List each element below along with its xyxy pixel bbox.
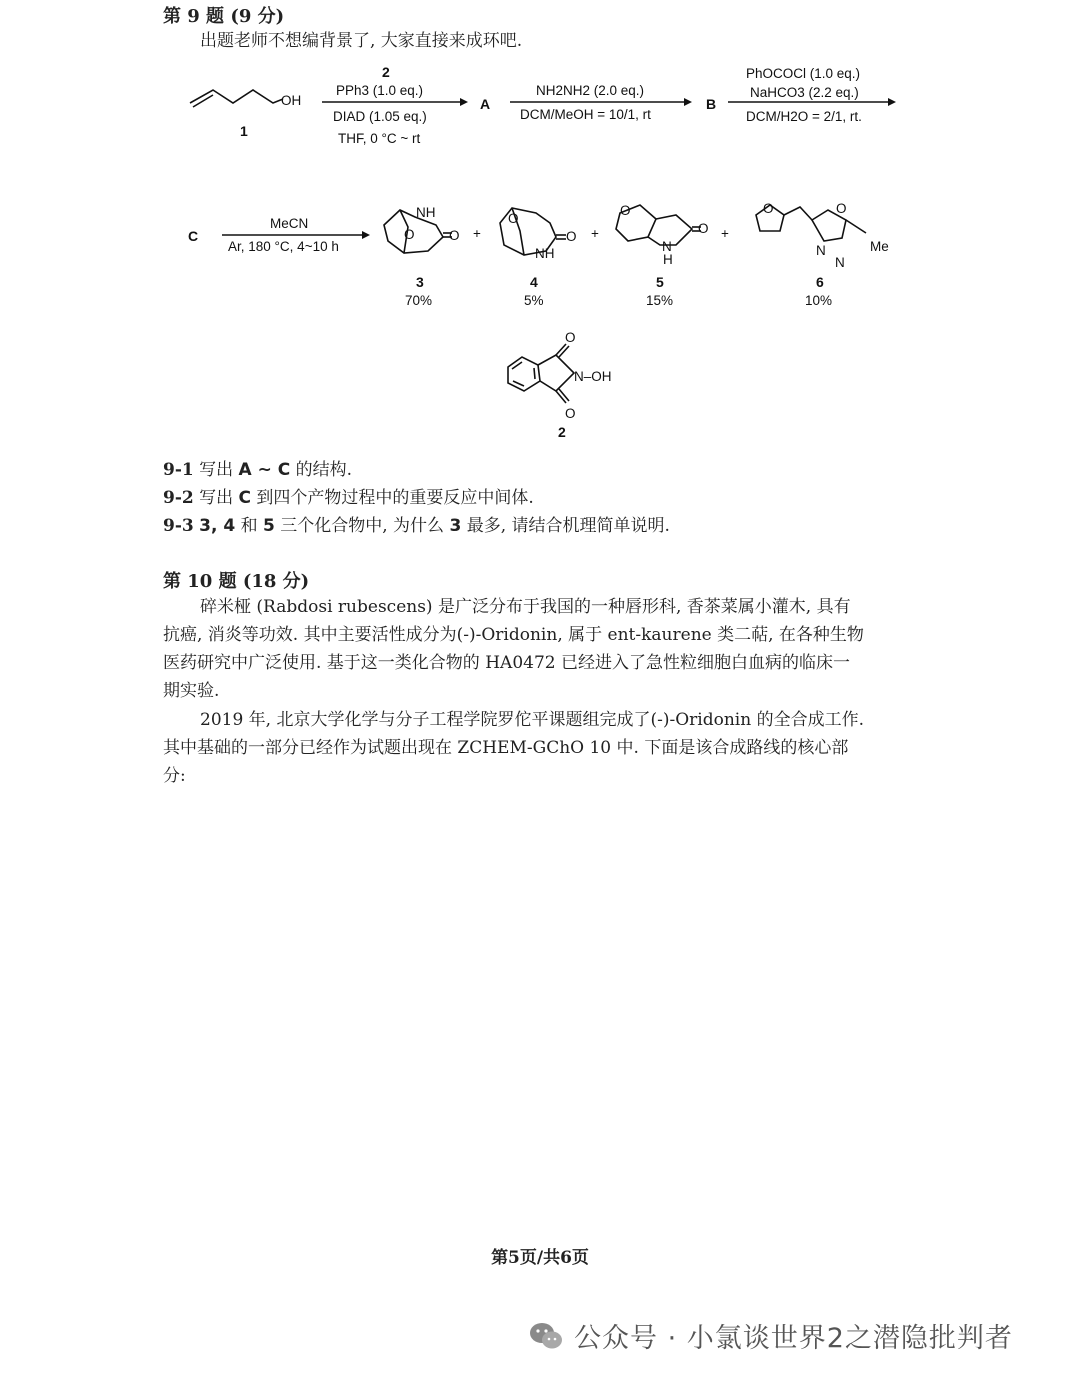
product-5-n: N (662, 239, 672, 254)
step2-arrow (510, 83, 692, 122)
product-4-structure (500, 208, 577, 261)
page-number: 第5页/共6页 (491, 1248, 589, 1268)
compound-1-number: 1 (240, 123, 248, 139)
product-6-n1: N (816, 243, 826, 258)
product-3-o: O (449, 228, 460, 243)
reagent-2-o-top: O (565, 330, 576, 345)
q10-para2-line3: 分: (163, 766, 186, 786)
product-6-structure (756, 201, 889, 270)
question-9-3: 9-3 3, 4 和 5 三个化合物中, 为什么 3 最多, 请结合机理简单说明. (163, 516, 670, 536)
product-4-nh: NH (535, 246, 555, 261)
question-9-2: 9-2 写出 C 到四个产物过程中的重要反应中间体. (163, 488, 534, 508)
hydroxyl-label: OH (281, 93, 302, 108)
step1-reagent-number: 2 (382, 64, 390, 80)
step3-arrow (728, 66, 896, 124)
product-6-n2: N (835, 255, 845, 270)
step3-above1: PhOCOCl (1.0 eq.) (746, 66, 861, 81)
reaction-scheme (0, 55, 1080, 445)
step2-below: DCM/MeOH = 10/1, rt (520, 107, 651, 122)
plus-sign-3: + (721, 226, 729, 241)
q10-para1-line1: 碎米桠 (Rabdosi rubescens) 是广泛分布于我国的一种唇形科, 香茶菜属小灌木, 具有 (200, 597, 851, 617)
product-5-number: 5 (656, 274, 664, 290)
product-5-structure (616, 203, 709, 267)
q10-para1-line4: 期实验. (163, 681, 220, 701)
product-6-yield: 10% (805, 293, 833, 308)
watermark-text: 公众号 · 小氯谈世界2之潜隐批判者 (574, 1323, 1013, 1354)
product-4-number: 4 (530, 274, 538, 290)
reagent-2-n-oh: N–OH (574, 369, 612, 384)
product-5-o: O (620, 203, 631, 218)
product-5-carbonyl-o: O (698, 221, 709, 236)
question-9-1: 9-1 写出 A ~ C 的结构. (163, 460, 353, 480)
step4-arrow (222, 216, 370, 254)
q9-title: 第 9 题 (9 分) (163, 6, 285, 27)
reagent-2-structure (508, 330, 612, 440)
step2-above: NH2NH2 (2.0 eq.) (536, 83, 645, 98)
product-3-nh: NH (416, 205, 436, 220)
step3-above2: NaHCO3 (2.2 eq.) (750, 85, 859, 100)
q10-para2-line1: 2019 年, 北京大学化学与分子工程学院罗佗平课题组完成了(-)-Oridonin 的全合成工作. (200, 710, 864, 730)
product-4-yield: 5% (524, 293, 544, 308)
reagent-2-number: 2 (558, 424, 566, 440)
step3-below: DCM/H2O = 2/1, rt. (746, 109, 862, 124)
plus-sign-1: + (473, 226, 481, 241)
wechat-icon (528, 1321, 564, 1351)
q10-title: 第 10 题 (18 分) (163, 571, 310, 592)
product-5-yield: 15% (646, 293, 674, 308)
step4-below: Ar, 180 °C, 4~10 h (228, 239, 339, 254)
q10-para2-line2: 其中基础的一部分已经作为试题出现在 ZCHEM-GChO 10 中. 下面是该合成路线的核心部 (163, 738, 849, 758)
step1-below2: THF, 0 °C ~ rt (338, 131, 421, 146)
product-4-carbonyl-o: O (566, 229, 577, 244)
q9-intro: 出题老师不想编背景了, 大家直接来成环吧. (200, 31, 523, 51)
product-3-yield: 70% (405, 293, 433, 308)
product-6-me: Me (870, 239, 889, 254)
q10-para1-line2: 抗癌, 消炎等功效. 其中主要活性成分为(-)-Oridonin, 属于 ent-kaurene 类二萜, 在各种生物 (163, 625, 864, 645)
intermediate-c: C (188, 228, 199, 244)
reagent-2-o-bottom: O (565, 406, 576, 421)
watermark (528, 1316, 1013, 1355)
product-5-h: H (663, 252, 673, 267)
product-6-number: 6 (816, 274, 824, 290)
step1-arrow (322, 64, 468, 146)
plus-sign-2: + (591, 226, 599, 241)
step1-below1: DIAD (1.05 eq.) (333, 109, 427, 124)
intermediate-a: A (480, 96, 491, 112)
product-4-o: O (508, 211, 519, 226)
step4-above: MeCN (270, 216, 309, 231)
compound-1-structure (190, 90, 301, 139)
product-3-structure (384, 205, 460, 253)
product-6-thf-o: O (763, 201, 774, 216)
product-6-ring-o: O (836, 201, 847, 216)
product-3-number: 3 (416, 274, 424, 290)
product-3-bridge-o: O (404, 227, 415, 242)
q10-para1-line3: 医药研究中广泛使用. 基于这一类化合物的 HA0472 已经进入了急性粒细胞白血病的临床一 (163, 653, 850, 673)
intermediate-b: B (706, 96, 717, 112)
step1-above: PPh3 (1.0 eq.) (336, 83, 424, 98)
